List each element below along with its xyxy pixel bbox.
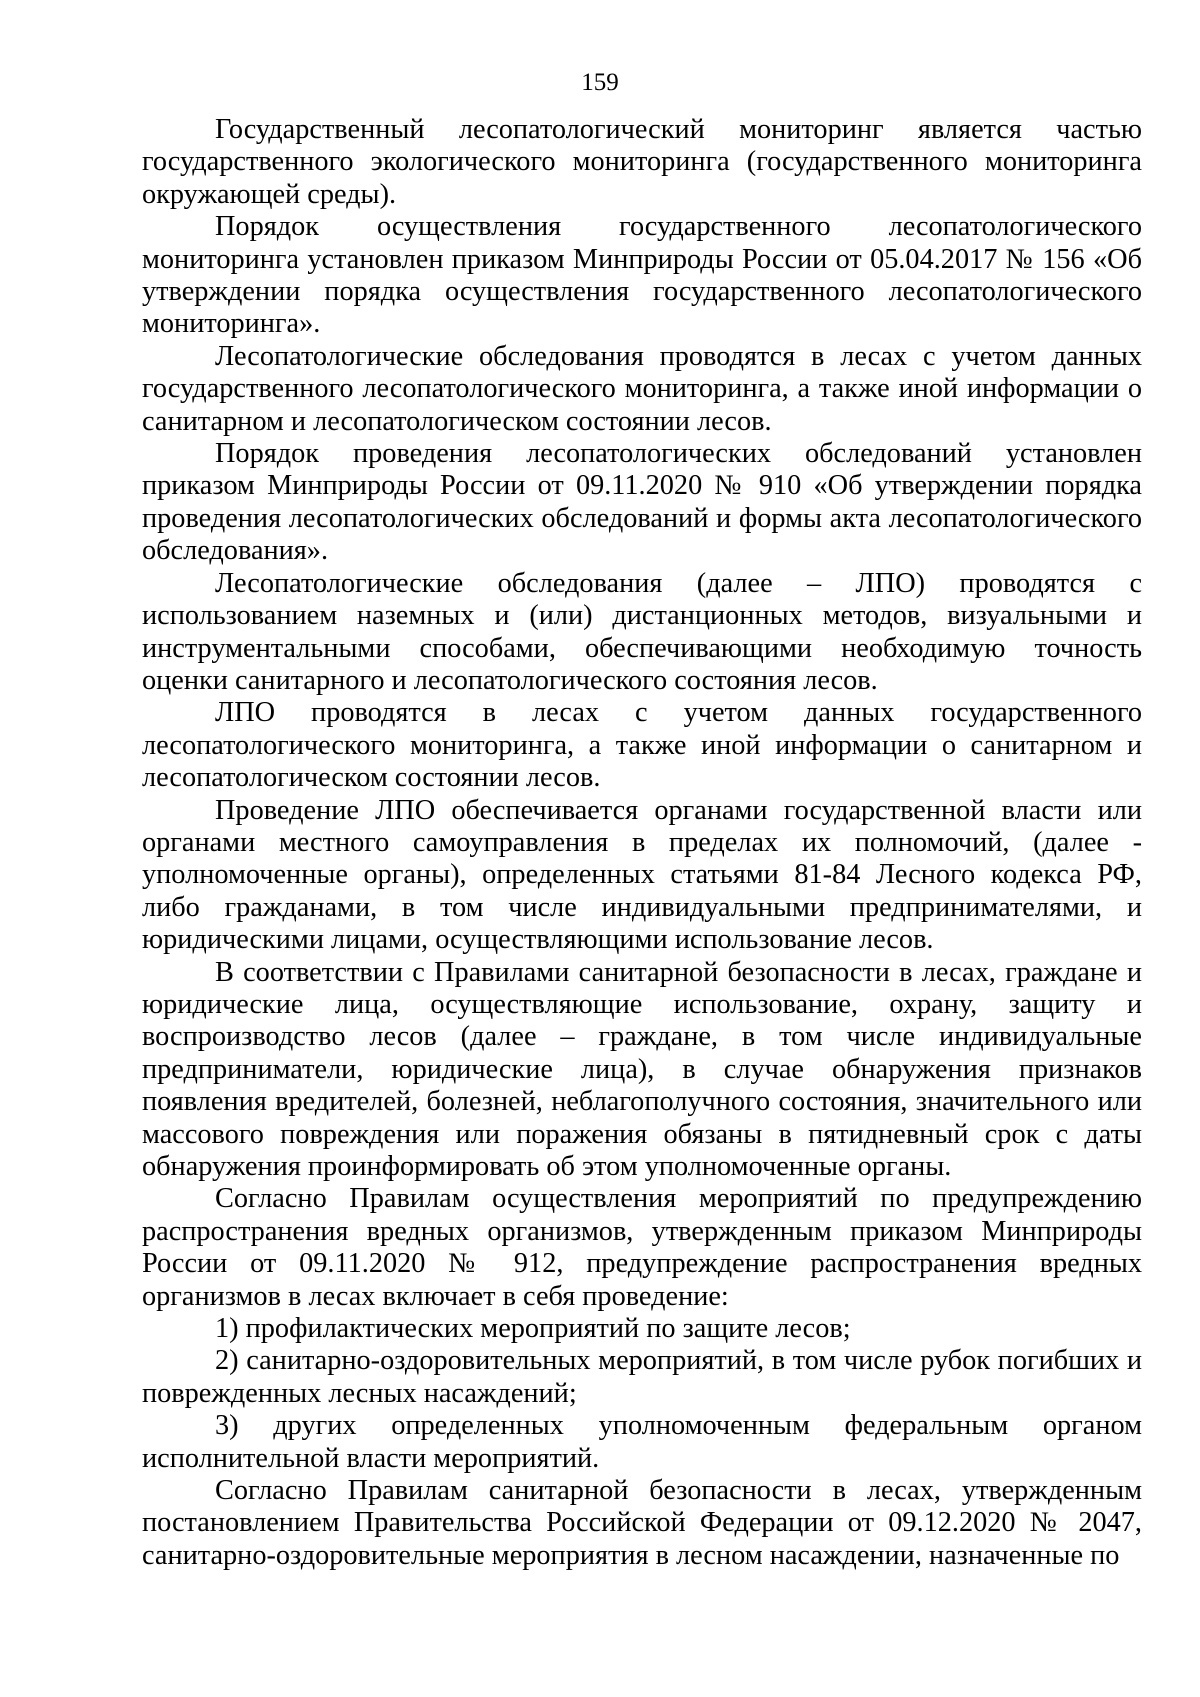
paragraph-prevention-rules: Согласно Правилам осуществления мероприятий по предупреждению распространения вредных организмов, утвержденным приказом Минприроды России от 09.11.2020 № 912, предупреждение распространения вредных организмов в лесах включает в себя проведение:	[142, 1183, 1142, 1312]
document-body	[142, 114, 1142, 1572]
paragraph-monitoring-order: Порядок осуществления государственного лесопатологического мониторинга установлен приказом Минприроды России от 05.04.2017 № 156 «Об утверждении порядка осуществления государственного лесопатологического мониторинга».	[142, 211, 1142, 340]
paragraph-surveys-order: Порядок проведения лесопатологических обследований установлен приказом Минприроды России от 09.11.2020 № 910 «Об утверждении порядка проведения лесопатологических обследований и формы акта лесопатологического обследования».	[142, 438, 1142, 567]
paragraph-lpo-data: ЛПО проводятся в лесах с учетом данных государственного лесопатологического мониторинга, а также иной информации о санитарном и лесопатологическом состоянии лесов.	[142, 697, 1142, 794]
list-item-3: 3) других определенных уполномоченным федеральным органом исполнительной власти мероприятий.	[142, 1410, 1142, 1474]
page-number: 159	[581, 69, 619, 96]
paragraph-sanitary-rules: В соответствии с Правилами санитарной безопасности в лесах, граждане и юридические лица, осуществляющие использование, охрану, защиту и воспроизводство лесов (далее – граждане, в том числе индивидуальные предприниматели, юридические лица), в случае обнаружения признаков появления вредителей, болезней, неблагополучного состояния, значительного или массового повреждения или поражения обязаны в пятидневный срок с даты обнаружения проинформировать об этом уполномоченные органы.	[142, 956, 1142, 1182]
list-item-2: 2) санитарно-оздоровительных мероприятий, в том числе рубок погибших и поврежденных лесных насаждений;	[142, 1345, 1142, 1409]
paragraph-monitoring-definition: Государственный лесопатологический мониторинг является частью государственного экологического мониторинга (государственного мониторинга окружающей среды).	[142, 114, 1142, 210]
paragraph-surveys-conducted: Лесопатологические обследования проводятся в лесах с учетом данных государственного лесопатологического мониторинга, а также иной информации о санитарном и лесопатологическом состоянии лесов.	[142, 340, 1142, 437]
paragraph-lpo-methods: Лесопатологические обследования (далее – ЛПО) проводятся с использованием наземных и (или) дистанционных методов, визуальными и инструментальными способами, обеспечивающими необходимую точность оценки санитарного и лесопатологического состояния лесов.	[142, 567, 1142, 696]
list-item-1: 1) профилактических мероприятий по защите лесов;	[215, 1313, 851, 1345]
paragraph-lpo-authorities: Проведение ЛПО обеспечивается органами государственной власти или органами местного самоуправления в пределах их полномочий, (далее - уполномоченные органы), определенных статьями 81-84 Лесного кодекса РФ, либо гражданами, в том числе индивидуальными предпринимателями, и юридическими лицами, осуществляющими использование лесов.	[142, 794, 1142, 956]
paragraph-sanitary-measures: Согласно Правилам санитарной безопасности в лесах, утвержденным постановлением Правительства Российской Федерации от 09.12.2020 № 2047, санитарно-оздоровительные мероприятия в лесном насаждении, назначенные по	[142, 1475, 1142, 1571]
